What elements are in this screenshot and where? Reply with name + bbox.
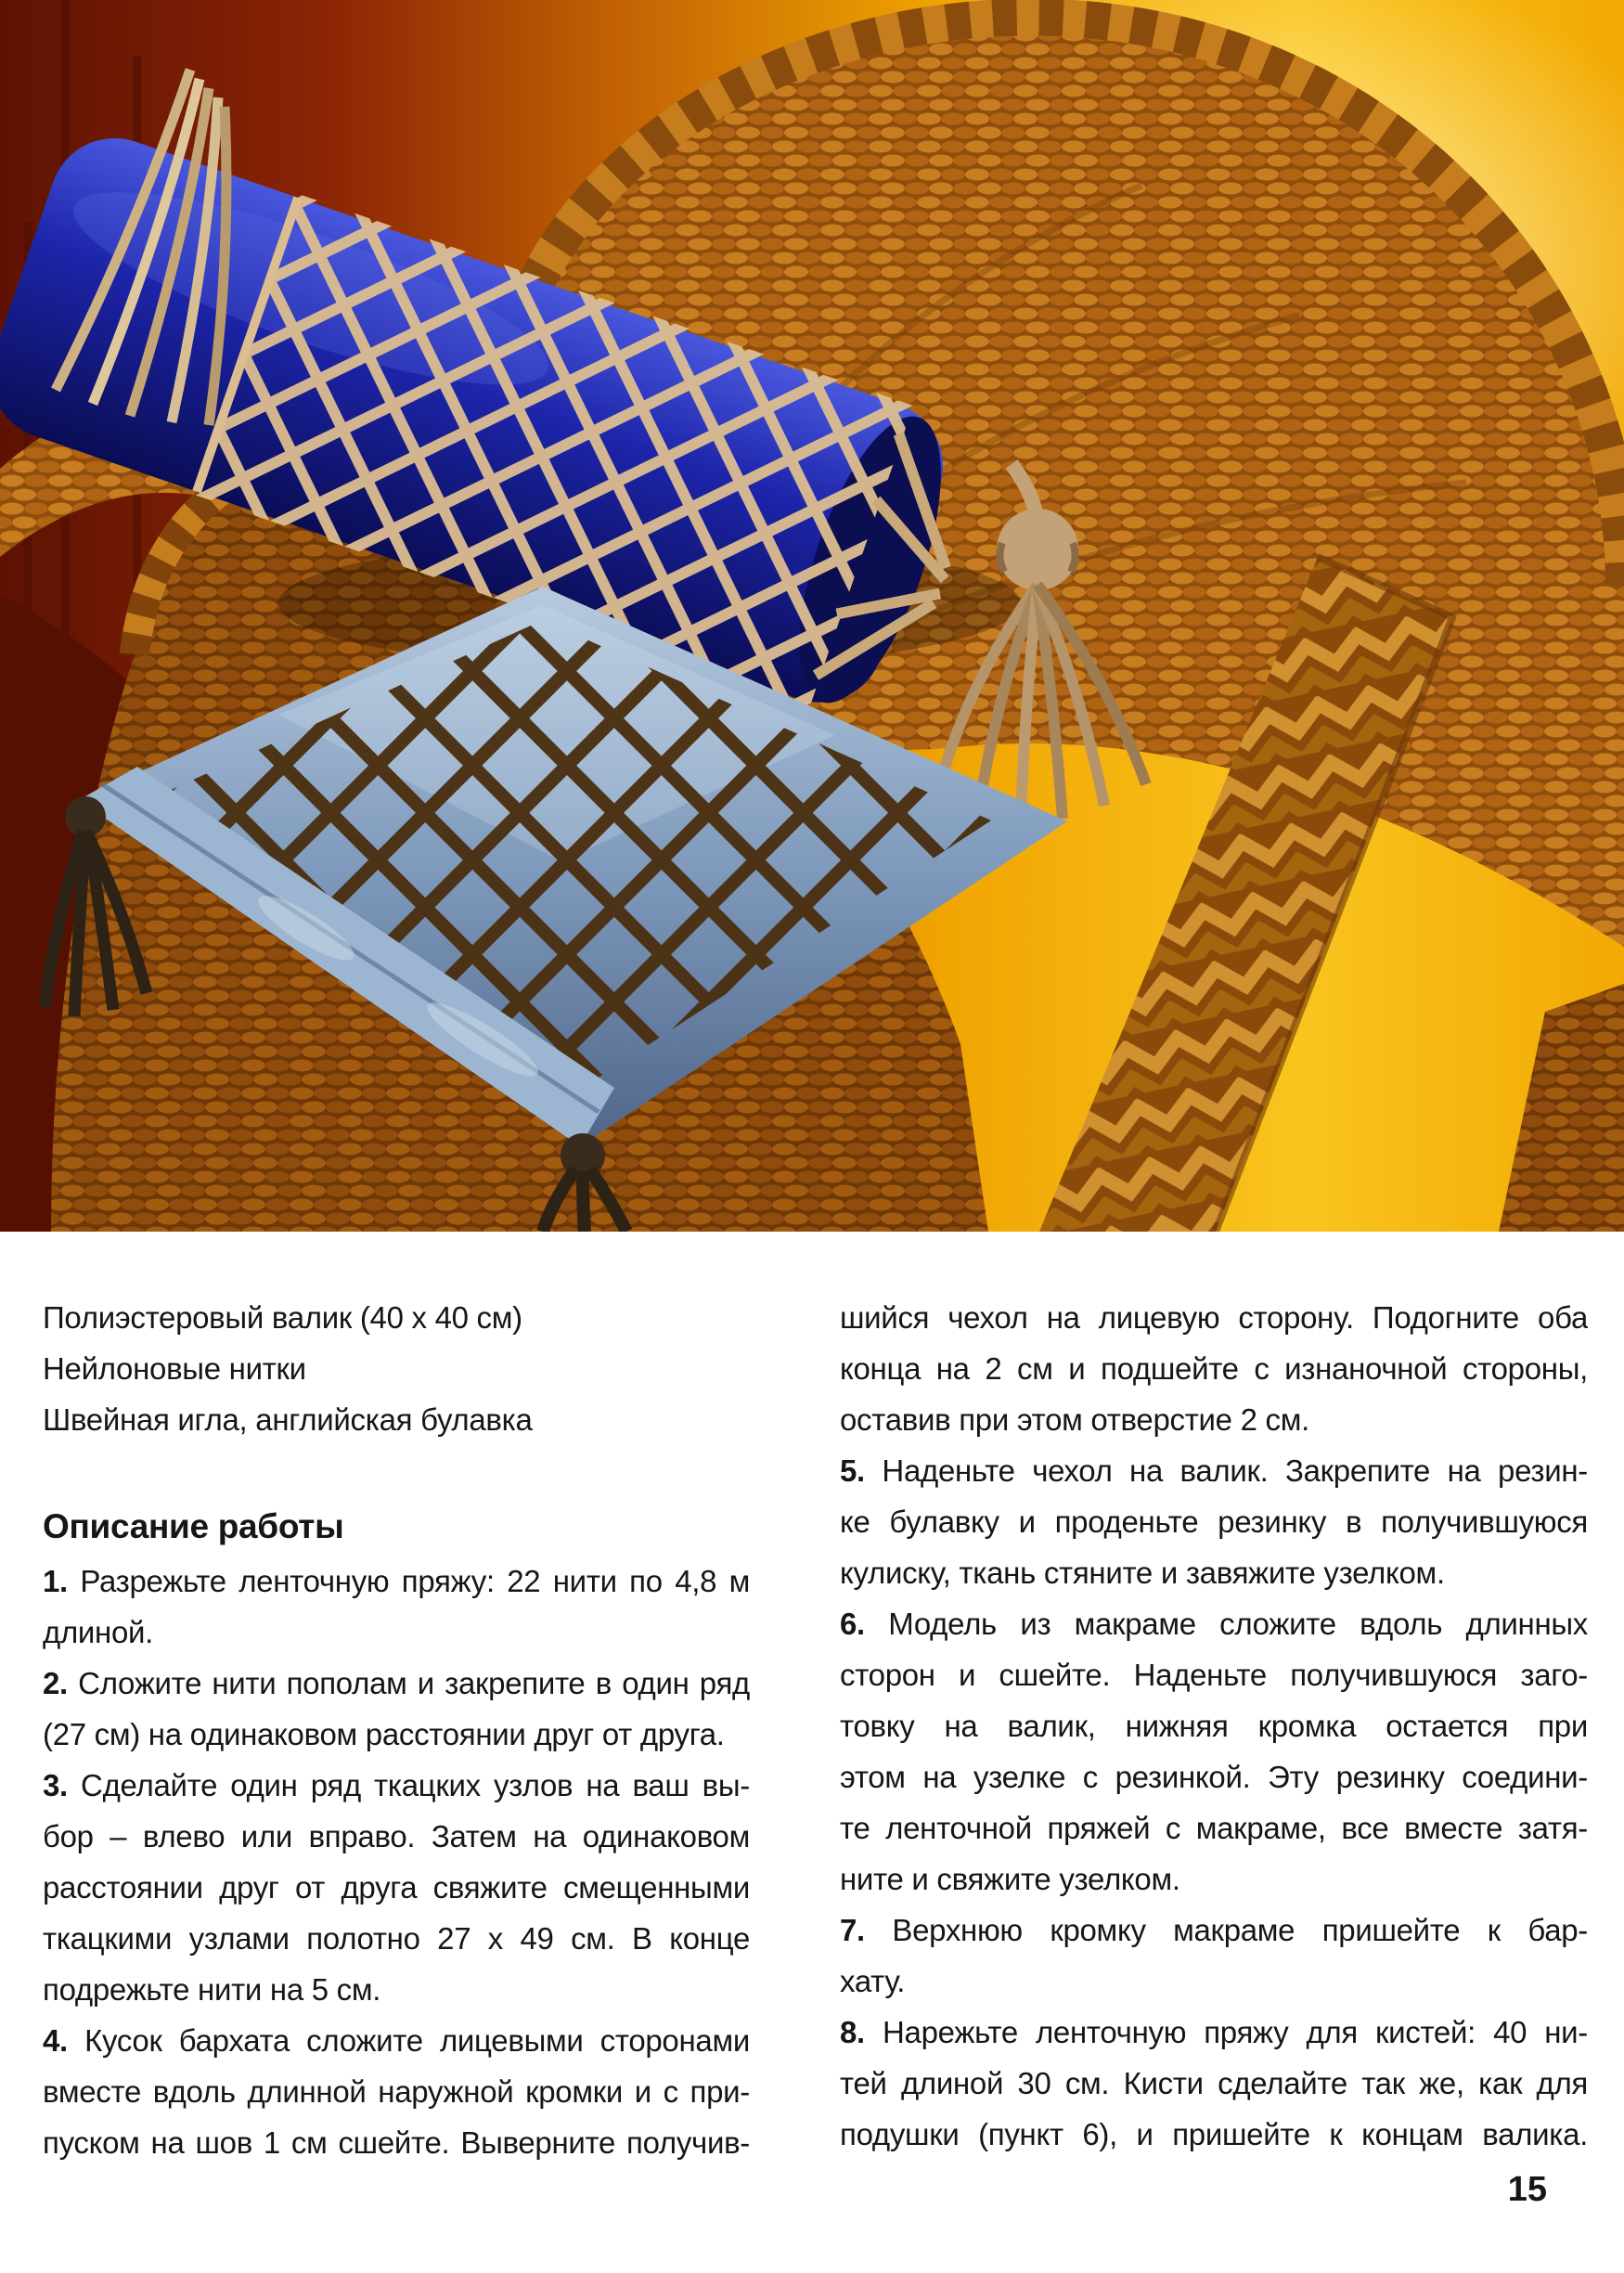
text-line: товку на валик, нижняя кромка остается при: [840, 1709, 1588, 1743]
text-line: длиной.: [43, 1615, 154, 1649]
text-line: 8. Нарежьте ленточную пряжу для кистей: 40 ни-: [840, 2015, 1588, 2049]
text-line: конца на 2 см и подшейте с изнаночной стороны,: [840, 1351, 1588, 1386]
text-line: 5. Наденьте чехол на валик. Закрепите на резин-: [840, 1453, 1588, 1488]
text-line: подушки (пункт 6), и пришейте к концам валика.: [840, 2117, 1588, 2151]
text-line: 6. Модель из макраме сложите вдоль длинных: [840, 1607, 1588, 1641]
text-line: пуском на шов 1 см сшейте. Выверните получив-: [43, 2125, 750, 2160]
instructions-right-column: [840, 1292, 1588, 2160]
section-heading: Описание работы: [43, 1507, 344, 1545]
materials-list: [43, 1292, 750, 1445]
text-line: расстоянии друг от друга свяжите смещенными: [43, 1870, 750, 1905]
text-line: ткацкими узлами полотно 27 х 49 см. В конце: [43, 1921, 750, 1956]
text-line: ке булавку и проденьте резинку в получившуюся: [840, 1505, 1588, 1539]
page-number: 15: [1507, 2170, 1547, 2209]
text-line: Нейлоновые нитки: [43, 1351, 306, 1386]
text-line: бор – влево или вправо. Затем на одинаковом: [43, 1819, 750, 1853]
text-line: те ленточной пряжей с макраме, все вместе затя-: [840, 1811, 1588, 1845]
text-line: этом на узелке с резинкой. Эту резинку соедини-: [840, 1760, 1588, 1794]
text-line: хату.: [840, 1964, 906, 1998]
text-line: 4. Кусок бархата сложите лицевыми сторонами: [43, 2023, 750, 2058]
text-line: кулиску, ткань стяните и завяжите узелком.: [840, 1556, 1445, 1590]
instructions-left-column: [43, 1556, 750, 2168]
text-line: 2. Сложите нити пополам и закрепите в один ряд: [43, 1666, 750, 1700]
text-line: 1. Разрежьте ленточную пряжу: 22 нити по 4,8 м: [43, 1564, 750, 1598]
text-line: подрежьте нити на 5 см.: [43, 1972, 381, 2007]
text-line: 7. Верхнюю кромку макраме пришейте к бар-: [840, 1913, 1588, 1947]
text-line: 3. Сделайте один ряд ткацких узлов на ваш вы-: [43, 1768, 750, 1802]
text-line: тей длиной 30 см. Кисти сделайте так же, как для: [840, 2066, 1588, 2100]
text-line: вместе вдоль длинной наружной кромки и с при-: [43, 2074, 750, 2109]
text-line: сторон и сшейте. Наденьте получившуюся заго-: [840, 1658, 1588, 1692]
text-line: оставив при этом отверстие 2 см.: [840, 1402, 1309, 1437]
text-line: шийся чехол на лицевую сторону. Подогните оба: [840, 1300, 1588, 1335]
text-line: ните и свяжите узелком.: [840, 1862, 1180, 1896]
text-line: Швейная игла, английская булавка: [43, 1402, 533, 1437]
text-line: Полиэстеровый валик (40 х 40 см): [43, 1300, 522, 1335]
text-line: (27 см) на одинаковом расстоянии друг от друга.: [43, 1717, 725, 1751]
